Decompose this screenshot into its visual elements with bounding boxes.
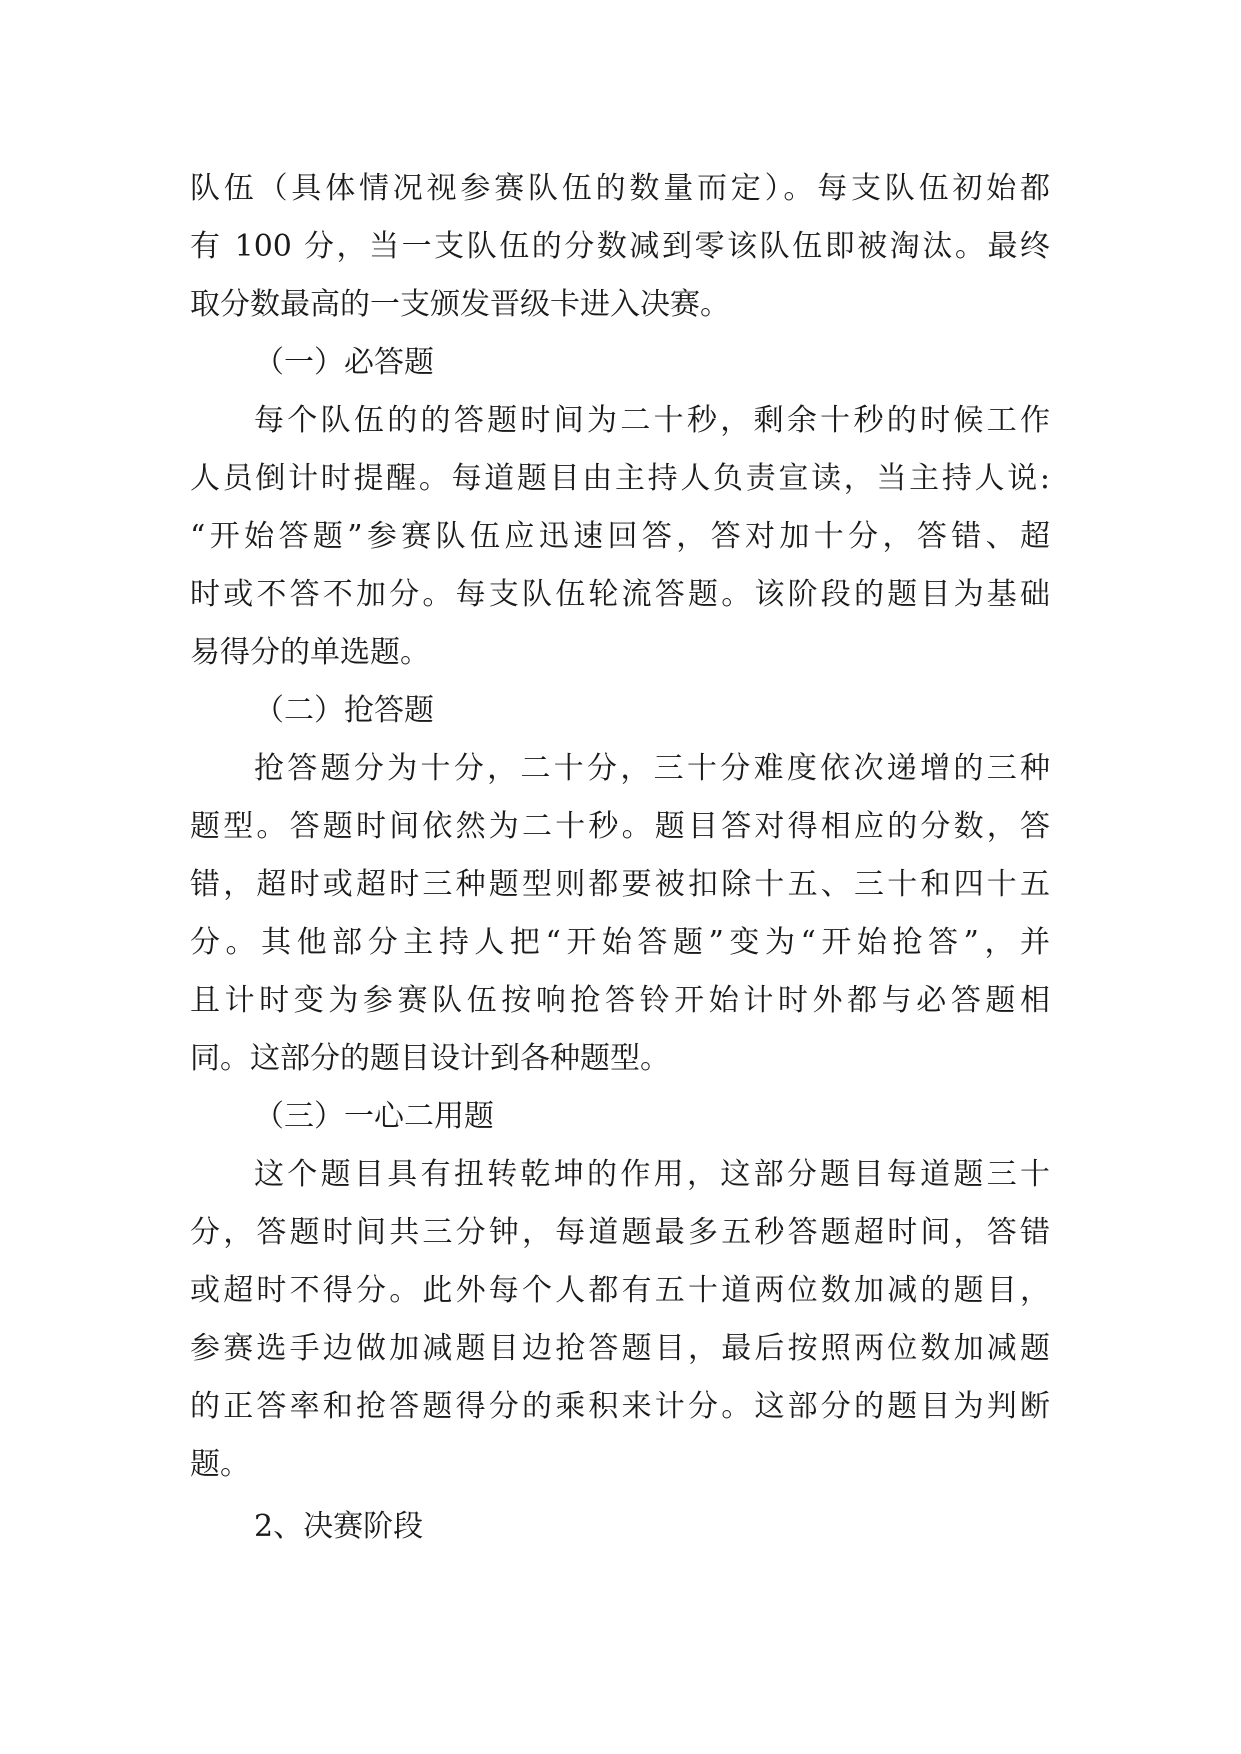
text-line: 题。: [190, 1447, 250, 1482]
text-line: 的正答率和抢答题得分的乘积来计分。这部分的题目为判断: [190, 1389, 1050, 1424]
text-line: 时或不答不加分。每支队伍轮流答题。该阶段的题目为基础: [190, 577, 1050, 612]
text-line: 这个题目具有扭转乾坤的作用，这部分题目每道题三十: [254, 1157, 1050, 1192]
text-line: 有 100 分，当一支队伍的分数减到零该队伍即被淘汰。最终: [190, 229, 1050, 264]
section-heading-finals: 2、决赛阶段: [254, 1509, 424, 1544]
text-line: 参赛选手边做加减题目边抢答题目，最后按照两位数加减题: [190, 1331, 1050, 1366]
document-body: [190, 160, 1050, 1556]
text-line: 取分数最高的一支颁发晋级卡进入决赛。: [190, 287, 730, 322]
text-line: 题型。答题时间依然为二十秒。题目答对得相应的分数，答: [190, 809, 1050, 844]
text-line: “开始答题”参赛队伍应迅速回答，答对加十分，答错、超: [190, 519, 1050, 554]
section-heading-required: （一）必答题: [254, 345, 434, 380]
text-line: 错，超时或超时三种题型则都要被扣除十五、三十和四十五: [190, 867, 1050, 902]
text-line: 队伍（具体情况视参赛队伍的数量而定）。每支队伍初始都: [190, 171, 1050, 206]
text-line: 易得分的单选题。: [190, 635, 430, 670]
paragraph-required: [190, 392, 1050, 682]
section-heading-buzzer: （二）抢答题: [254, 693, 434, 728]
text-line: 同。这部分的题目设计到各种题型。: [190, 1041, 670, 1076]
text-line: 且计时变为参赛队伍按响抢答铃开始计时外都与必答题相: [190, 983, 1050, 1018]
text-line: 分。其他部分主持人把“开始答题”变为“开始抢答”，并: [190, 925, 1050, 960]
text-line: 人员倒计时提醒。每道题目由主持人负责宣读，当主持人说:: [190, 461, 1050, 496]
text-line: 或超时不得分。此外每个人都有五十道两位数加减的题目，: [190, 1273, 1050, 1308]
text-line: 抢答题分为十分，二十分，三十分难度依次递增的三种: [254, 751, 1050, 786]
paragraph-intro: [190, 160, 1050, 334]
section-heading-multitask: （三）一心二用题: [254, 1099, 494, 1134]
text-line: 每个队伍的的答题时间为二十秒，剩余十秒的时候工作: [254, 403, 1050, 438]
paragraph-buzzer: [190, 740, 1050, 1088]
text-line: 分，答题时间共三分钟，每道题最多五秒答题超时间，答错: [190, 1215, 1050, 1250]
paragraph-multitask: [190, 1146, 1050, 1494]
